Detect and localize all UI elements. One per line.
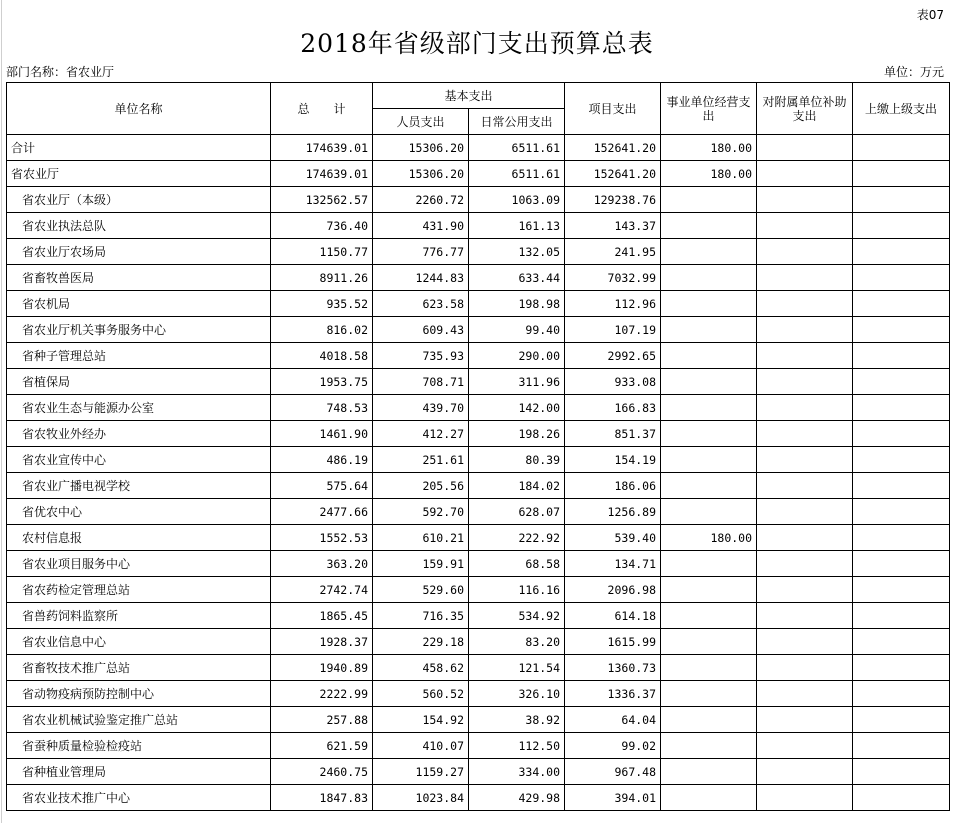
cell-remit — [853, 603, 950, 629]
cell-total: 1940.89 — [271, 655, 373, 681]
cell-personnel: 229.18 — [373, 629, 469, 655]
cell-public: 628.07 — [469, 499, 565, 525]
cell-remit — [853, 213, 950, 239]
cell-subsidy — [757, 785, 853, 811]
cell-personnel: 458.62 — [373, 655, 469, 681]
table-row — [7, 447, 950, 473]
cell-public: 112.50 — [469, 733, 565, 759]
cell-public: 326.10 — [469, 681, 565, 707]
table-row — [7, 577, 950, 603]
cell-remit — [853, 265, 950, 291]
table-number: 表07 — [916, 8, 944, 22]
header-remit: 上缴上级支出 — [853, 83, 950, 135]
cell-public: 142.00 — [469, 395, 565, 421]
cell-public: 633.44 — [469, 265, 565, 291]
cell-remit — [853, 629, 950, 655]
cell-total: 4018.58 — [271, 343, 373, 369]
cell-personnel: 15306.20 — [373, 135, 469, 161]
table-row — [7, 785, 950, 811]
cell-project: 539.40 — [565, 525, 661, 551]
cell-total: 1552.53 — [271, 525, 373, 551]
cell-public: 198.26 — [469, 421, 565, 447]
cell-total: 1150.77 — [271, 239, 373, 265]
cell-personnel: 1159.27 — [373, 759, 469, 785]
table-row — [7, 681, 950, 707]
cell-subsidy — [757, 707, 853, 733]
cell-name: 省蚕种质量检验检疫站 — [7, 733, 271, 759]
table-row — [7, 369, 950, 395]
header-project: 项目支出 — [565, 83, 661, 135]
cell-subsidy — [757, 161, 853, 187]
cell-remit — [853, 733, 950, 759]
cell-name: 省兽药饲料监察所 — [7, 603, 271, 629]
page-title: 2018年省级部门支出预算总表 — [300, 29, 654, 58]
table-row — [7, 421, 950, 447]
cell-subsidy — [757, 577, 853, 603]
cell-project: 112.96 — [565, 291, 661, 317]
cell-remit — [853, 681, 950, 707]
cell-subsidy — [757, 473, 853, 499]
cell-remit — [853, 447, 950, 473]
table-row — [7, 239, 950, 265]
cell-subsidy — [757, 135, 853, 161]
header-business: 事业单位经营支出 — [661, 83, 757, 135]
cell-project: 851.37 — [565, 421, 661, 447]
table-row — [7, 317, 950, 343]
cell-subsidy — [757, 733, 853, 759]
table-row — [7, 655, 950, 681]
table-row — [7, 473, 950, 499]
cell-project: 394.01 — [565, 785, 661, 811]
cell-personnel: 205.56 — [373, 473, 469, 499]
table-row — [7, 187, 950, 213]
cell-personnel: 609.43 — [373, 317, 469, 343]
cell-subsidy — [757, 551, 853, 577]
cell-remit — [853, 655, 950, 681]
cell-public: 6511.61 — [469, 161, 565, 187]
cell-public: 68.58 — [469, 551, 565, 577]
cell-personnel: 735.93 — [373, 343, 469, 369]
header-unit-name: 单位名称 — [7, 83, 271, 135]
cell-business — [661, 213, 757, 239]
cell-name: 省农业项目服务中心 — [7, 551, 271, 577]
cell-public: 80.39 — [469, 447, 565, 473]
cell-business: 180.00 — [661, 161, 757, 187]
table-row — [7, 551, 950, 577]
cell-business — [661, 187, 757, 213]
department-label: 部门名称：省农业厅 — [6, 65, 115, 79]
cell-remit — [853, 577, 950, 603]
cell-project: 107.19 — [565, 317, 661, 343]
cell-public: 311.96 — [469, 369, 565, 395]
cell-business — [661, 265, 757, 291]
cell-name: 省优农中心 — [7, 499, 271, 525]
cell-business — [661, 499, 757, 525]
cell-total: 1865.45 — [271, 603, 373, 629]
cell-business — [661, 421, 757, 447]
cell-total: 257.88 — [271, 707, 373, 733]
table-row — [7, 707, 950, 733]
cell-business — [661, 343, 757, 369]
cell-name: 省畜牧兽医局 — [7, 265, 271, 291]
cell-subsidy — [757, 369, 853, 395]
cell-public: 184.02 — [469, 473, 565, 499]
cell-subsidy — [757, 291, 853, 317]
table-row — [7, 733, 950, 759]
cell-total: 748.53 — [271, 395, 373, 421]
table-row — [7, 525, 950, 551]
cell-project: 166.83 — [565, 395, 661, 421]
cell-personnel: 776.77 — [373, 239, 469, 265]
cell-personnel: 412.27 — [373, 421, 469, 447]
cell-business — [661, 551, 757, 577]
table-row — [7, 629, 950, 655]
cell-subsidy — [757, 603, 853, 629]
unit-label: 单位：万元 — [883, 65, 944, 79]
cell-subsidy — [757, 499, 853, 525]
cell-total: 174639.01 — [271, 135, 373, 161]
cell-remit — [853, 473, 950, 499]
cell-name: 省种子管理总站 — [7, 343, 271, 369]
cell-name: 省畜牧技术推广总站 — [7, 655, 271, 681]
cell-total: 486.19 — [271, 447, 373, 473]
cell-personnel: 716.35 — [373, 603, 469, 629]
cell-remit — [853, 343, 950, 369]
cell-business — [661, 603, 757, 629]
cell-name: 省农业厅农场局 — [7, 239, 271, 265]
cell-public: 429.98 — [469, 785, 565, 811]
cell-project: 933.08 — [565, 369, 661, 395]
cell-public: 1063.09 — [469, 187, 565, 213]
cell-project: 99.02 — [565, 733, 661, 759]
cell-project: 129238.76 — [565, 187, 661, 213]
header-public: 日常公用支出 — [469, 109, 565, 135]
cell-total: 2460.75 — [271, 759, 373, 785]
table-row — [7, 395, 950, 421]
table-row — [7, 213, 950, 239]
cell-name: 省农药检定管理总站 — [7, 577, 271, 603]
header-basic: 基本支出 — [373, 83, 565, 109]
sheet-edge — [1, 0, 2, 823]
table-row — [7, 759, 950, 785]
cell-business: 180.00 — [661, 135, 757, 161]
cell-project: 1336.37 — [565, 681, 661, 707]
cell-public: 534.92 — [469, 603, 565, 629]
cell-total: 575.64 — [271, 473, 373, 499]
cell-personnel: 251.61 — [373, 447, 469, 473]
cell-name: 省农业厅机关事务服务中心 — [7, 317, 271, 343]
cell-personnel: 159.91 — [373, 551, 469, 577]
cell-project: 186.06 — [565, 473, 661, 499]
cell-remit — [853, 707, 950, 733]
cell-project: 967.48 — [565, 759, 661, 785]
cell-total: 363.20 — [271, 551, 373, 577]
cell-subsidy — [757, 421, 853, 447]
table-row — [7, 499, 950, 525]
cell-business — [661, 447, 757, 473]
cell-business — [661, 369, 757, 395]
cell-name: 省农机局 — [7, 291, 271, 317]
cell-personnel: 2260.72 — [373, 187, 469, 213]
cell-remit — [853, 525, 950, 551]
cell-project: 143.37 — [565, 213, 661, 239]
cell-personnel: 154.92 — [373, 707, 469, 733]
cell-remit — [853, 759, 950, 785]
table-row — [7, 291, 950, 317]
cell-business — [661, 473, 757, 499]
cell-business — [661, 577, 757, 603]
cell-total: 1953.75 — [271, 369, 373, 395]
cell-subsidy — [757, 395, 853, 421]
cell-project: 7032.99 — [565, 265, 661, 291]
cell-business: 180.00 — [661, 525, 757, 551]
cell-total: 1928.37 — [271, 629, 373, 655]
cell-project: 134.71 — [565, 551, 661, 577]
table-row — [7, 265, 950, 291]
cell-public: 334.00 — [469, 759, 565, 785]
cell-business — [661, 681, 757, 707]
cell-personnel: 1023.84 — [373, 785, 469, 811]
cell-business — [661, 629, 757, 655]
cell-remit — [853, 161, 950, 187]
cell-personnel: 439.70 — [373, 395, 469, 421]
cell-remit — [853, 785, 950, 811]
table-row — [7, 603, 950, 629]
cell-total: 621.59 — [271, 733, 373, 759]
cell-name: 省农业信息中心 — [7, 629, 271, 655]
cell-remit — [853, 317, 950, 343]
cell-business — [661, 655, 757, 681]
cell-total: 1847.83 — [271, 785, 373, 811]
cell-name: 省农牧业外经办 — [7, 421, 271, 447]
cell-public: 6511.61 — [469, 135, 565, 161]
cell-public: 99.40 — [469, 317, 565, 343]
cell-name: 省农业广播电视学校 — [7, 473, 271, 499]
cell-personnel: 529.60 — [373, 577, 469, 603]
cell-public: 116.16 — [469, 577, 565, 603]
cell-subsidy — [757, 317, 853, 343]
cell-business — [661, 785, 757, 811]
cell-name: 省农业厅（本级） — [7, 187, 271, 213]
cell-subsidy — [757, 343, 853, 369]
cell-business — [661, 239, 757, 265]
cell-project: 64.04 — [565, 707, 661, 733]
cell-remit — [853, 395, 950, 421]
cell-business — [661, 395, 757, 421]
cell-public: 222.92 — [469, 525, 565, 551]
cell-name: 省动物疫病预防控制中心 — [7, 681, 271, 707]
cell-subsidy — [757, 759, 853, 785]
cell-project: 241.95 — [565, 239, 661, 265]
cell-subsidy — [757, 265, 853, 291]
cell-remit — [853, 421, 950, 447]
cell-public: 161.13 — [469, 213, 565, 239]
cell-personnel: 592.70 — [373, 499, 469, 525]
cell-public: 38.92 — [469, 707, 565, 733]
cell-personnel: 623.58 — [373, 291, 469, 317]
cell-project: 2096.98 — [565, 577, 661, 603]
cell-subsidy — [757, 447, 853, 473]
cell-name: 省农业机械试验鉴定推广总站 — [7, 707, 271, 733]
cell-remit — [853, 291, 950, 317]
cell-name: 省植保局 — [7, 369, 271, 395]
cell-public: 121.54 — [469, 655, 565, 681]
cell-name: 合计 — [7, 135, 271, 161]
cell-remit — [853, 239, 950, 265]
cell-total: 2222.99 — [271, 681, 373, 707]
cell-total: 2742.74 — [271, 577, 373, 603]
cell-public: 290.00 — [469, 343, 565, 369]
table-row — [7, 161, 950, 187]
cell-public: 198.98 — [469, 291, 565, 317]
cell-project: 152641.20 — [565, 161, 661, 187]
budget-table — [6, 82, 950, 811]
cell-total: 174639.01 — [271, 161, 373, 187]
cell-remit — [853, 135, 950, 161]
cell-business — [661, 759, 757, 785]
cell-total: 132562.57 — [271, 187, 373, 213]
table-row — [7, 135, 950, 161]
cell-project: 614.18 — [565, 603, 661, 629]
header-subsidy: 对附属单位补助支出 — [757, 83, 853, 135]
cell-subsidy — [757, 681, 853, 707]
cell-name: 省农业生态与能源办公室 — [7, 395, 271, 421]
cell-public: 132.05 — [469, 239, 565, 265]
cell-name: 农村信息报 — [7, 525, 271, 551]
cell-name: 省种植业管理局 — [7, 759, 271, 785]
cell-total: 1461.90 — [271, 421, 373, 447]
cell-total: 736.40 — [271, 213, 373, 239]
cell-personnel: 560.52 — [373, 681, 469, 707]
cell-total: 2477.66 — [271, 499, 373, 525]
cell-business — [661, 733, 757, 759]
cell-personnel: 708.71 — [373, 369, 469, 395]
cell-personnel: 610.21 — [373, 525, 469, 551]
cell-business — [661, 291, 757, 317]
table-row — [7, 343, 950, 369]
cell-subsidy — [757, 213, 853, 239]
cell-project: 154.19 — [565, 447, 661, 473]
cell-personnel: 15306.20 — [373, 161, 469, 187]
cell-remit — [853, 499, 950, 525]
header-total: 总 计 — [271, 83, 373, 135]
cell-personnel: 410.07 — [373, 733, 469, 759]
cell-subsidy — [757, 187, 853, 213]
cell-total: 8911.26 — [271, 265, 373, 291]
cell-project: 1360.73 — [565, 655, 661, 681]
cell-subsidy — [757, 655, 853, 681]
cell-remit — [853, 187, 950, 213]
cell-subsidy — [757, 629, 853, 655]
cell-remit — [853, 551, 950, 577]
cell-name: 省农业厅 — [7, 161, 271, 187]
cell-business — [661, 317, 757, 343]
cell-total: 816.02 — [271, 317, 373, 343]
cell-subsidy — [757, 239, 853, 265]
cell-public: 83.20 — [469, 629, 565, 655]
header-personnel: 人员支出 — [373, 109, 469, 135]
cell-project: 2992.65 — [565, 343, 661, 369]
cell-remit — [853, 369, 950, 395]
cell-personnel: 1244.83 — [373, 265, 469, 291]
cell-business — [661, 707, 757, 733]
cell-personnel: 431.90 — [373, 213, 469, 239]
cell-subsidy — [757, 525, 853, 551]
cell-name: 省农业执法总队 — [7, 213, 271, 239]
cell-project: 1256.89 — [565, 499, 661, 525]
cell-project: 152641.20 — [565, 135, 661, 161]
cell-total: 935.52 — [271, 291, 373, 317]
cell-name: 省农业技术推广中心 — [7, 785, 271, 811]
cell-name: 省农业宣传中心 — [7, 447, 271, 473]
cell-project: 1615.99 — [565, 629, 661, 655]
